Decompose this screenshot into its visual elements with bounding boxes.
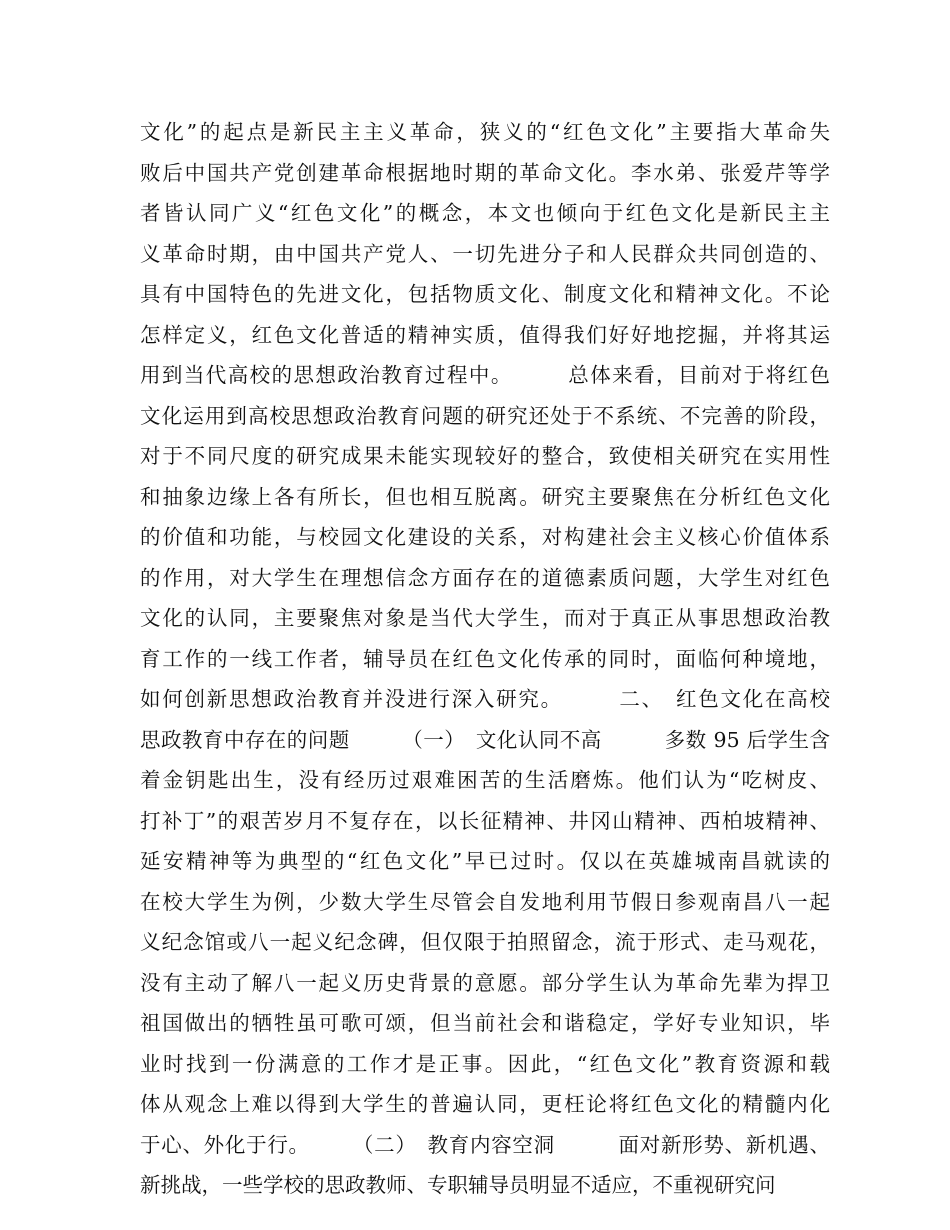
text-line: 文化的认同，主要聚焦对象是当代大学生，而对于真正从事思想政治教 xyxy=(140,606,830,630)
text-line: 着金钥匙出生，没有经历过艰难困苦的生活磨炼。他们认为“吃树皮、 xyxy=(140,768,830,792)
text-line: 于心、外化于行。 （二） 教育内容空洞 面对新形势、新机遇、 xyxy=(140,1132,830,1157)
text-line: 义革命时期，由中国共产党人、一切先进分子和人民群众共同创造的、 xyxy=(140,241,830,266)
text-line: 新挑战，一些学校的思政教师、专职辅导员明显不适应，不重视研究问 xyxy=(140,1173,776,1197)
text-line: 怎样定义，红色文化普适的精神实质，值得我们好好地挖掘，并将其运 xyxy=(140,322,830,347)
text-line: 打补丁”的艰苦岁月不复存在，以长征精神、井冈山精神、西柏坡精神、 xyxy=(140,808,830,833)
text-line: 义纪念馆或八一起义纪念碑，但仅限于拍照留念，流于形式、走马观花， xyxy=(140,930,830,954)
text-line: 败后中国共产党创建革命根据地时期的革命文化。李水弟、张爱芹等学 xyxy=(140,160,830,185)
text-line: 文化”的起点是新民主主义革命，狭义的“红色文化”主要指大革命失 xyxy=(140,120,830,144)
text-line: 如何创新思想政治教育并没进行深入研究。 二、 红色文化在高校 xyxy=(140,687,830,711)
text-line: 思政教育中存在的问题 （一） 文化认同不高 多数 95 后学生含 xyxy=(140,727,830,752)
text-line: 业时找到一份满意的工作才是正事。因此，“红色文化”教育资源和载 xyxy=(140,1051,830,1076)
text-line: 延安精神等为典型的“红色文化”早已过时。仅以在英雄城南昌就读的 xyxy=(140,849,830,873)
text-line: 在校大学生为例，少数大学生尽管会自发地利用节假日参观南昌八一起 xyxy=(140,889,830,914)
text-line: 的作用，对大学生在理想信念方面存在的道德素质问题，大学生对红色 xyxy=(140,565,830,590)
text-line: 者皆认同广义“红色文化”的概念，本文也倾向于红色文化是新民主主 xyxy=(140,201,830,225)
text-line: 没有主动了解八一起义历史背景的意愿。部分学生认为革命先辈为捍卫 xyxy=(140,970,830,995)
text-line: 用到当代高校的思想政治教育过程中。 总体来看，目前对于将红色 xyxy=(140,363,830,387)
text-line: 对于不同尺度的研究成果未能实现较好的整合，致使相关研究在实用性 xyxy=(140,444,830,468)
text-line: 的价值和功能，与校园文化建设的关系，对构建社会主义核心价值体系 xyxy=(140,525,830,549)
text-line: 体从观念上难以得到大学生的普遍认同，更枉论将红色文化的精髓内化 xyxy=(140,1092,830,1116)
text-line: 祖国做出的牺牲虽可歌可颂，但当前社会和谐稳定，学好专业知识，毕 xyxy=(140,1011,830,1035)
text-line: 和抽象边缘上各有所长，但也相互脱离。研究主要聚焦在分析红色文化 xyxy=(140,484,830,509)
body-text xyxy=(140,112,830,1206)
text-line: 文化运用到高校思想政治教育问题的研究还处于不系统、不完善的阶段， xyxy=(140,403,830,428)
text-line: 具有中国特色的先进文化，包括物质文化、制度文化和精神文化。不论 xyxy=(140,282,830,306)
text-line: 育工作的一线工作者，辅导员在红色文化传承的同时，面临何种境地， xyxy=(140,646,830,671)
